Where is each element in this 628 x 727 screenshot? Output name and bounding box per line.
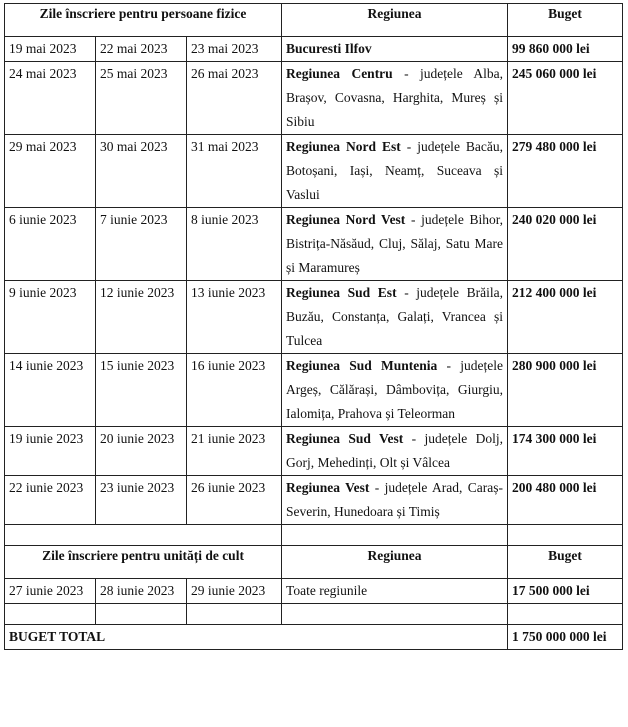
cult-days-header: Zile înscriere pentru unități de cult [5,546,282,579]
table-row [5,135,623,208]
region-counties: - județele Bihor, Bistrița-Năsăud, Cluj, Sălaj, Satu Mare și Maramureș [286,212,504,275]
day-1: 9 iunie 2023 [5,281,96,354]
region-name: Regiunea Centru [286,66,393,81]
day-3: 8 iunie 2023 [187,208,282,281]
total-budget: 1 750 000 000 lei [508,625,623,650]
table-row [5,476,623,525]
region-header: Regiunea [282,4,508,37]
region-counties: - județele Bacău, Botoșani, Iași, Neamț, Suceava și Vaslui [286,139,504,202]
day-3: 31 mai 2023 [187,135,282,208]
table-row [5,579,623,604]
spacer-cell [5,604,96,625]
spacer-row [5,525,623,546]
total-label: BUGET TOTAL [5,625,508,650]
budget-cell: 200 480 000 lei [508,476,623,525]
day-2: 28 iunie 2023 [96,579,187,604]
region-cell [282,281,508,354]
day-3: 26 iunie 2023 [187,476,282,525]
region-cell: Toate regiunile [282,579,508,604]
day-2: 23 iunie 2023 [96,476,187,525]
day-2: 22 mai 2023 [96,37,187,62]
budget-cell: 17 500 000 lei [508,579,623,604]
table-row [5,62,623,135]
table-row [5,354,623,427]
region-cell [282,62,508,135]
budget-cell: 279 480 000 lei [508,135,623,208]
region-counties: - județele Brăila, Buzău, Constanța, Galați, Vrancea și Tulcea [286,285,504,348]
region-counties: - județele Argeș, Călărași, Dâmbovița, Giurgiu, Ialomița, Prahova și Teleorman [286,358,504,421]
region-name: Bucuresti Ilfov [286,41,372,56]
region-counties: - județele Arad, Caraș-Severin, Hunedoara și Timiș [286,480,504,519]
header-row-cult [5,546,623,579]
day-3: 26 mai 2023 [187,62,282,135]
region-cell [282,354,508,427]
region-cell [282,37,508,62]
spacer-row [5,604,623,625]
day-1: 14 iunie 2023 [5,354,96,427]
cult-region-header: Regiunea [282,546,508,579]
total-row [5,625,623,650]
day-1: 22 iunie 2023 [5,476,96,525]
region-name: Regiunea Sud Est [286,285,397,300]
region-cell [282,476,508,525]
region-cell [282,427,508,476]
day-2: 30 mai 2023 [96,135,187,208]
day-1: 29 mai 2023 [5,135,96,208]
budget-header: Buget [508,4,623,37]
budget-cell: 245 060 000 lei [508,62,623,135]
cult-budget-header: Buget [508,546,623,579]
region-name: Regiunea Vest [286,480,370,495]
region-name: Regiunea Nord Est [286,139,401,154]
spacer-cell [508,604,623,625]
day-3: 23 mai 2023 [187,37,282,62]
table-row [5,281,623,354]
region-name: Regiunea Nord Vest [286,212,406,227]
spacer-cell [282,525,508,546]
region-counties: - județele Alba, Brașov, Covasna, Harghita, Mureș și Sibiu [286,66,504,129]
region-name: Regiunea Sud Vest [286,431,404,446]
region-cell [282,135,508,208]
day-3: 29 iunie 2023 [187,579,282,604]
day-3: 16 iunie 2023 [187,354,282,427]
table-row [5,37,623,62]
spacer-cell [282,604,508,625]
day-2: 7 iunie 2023 [96,208,187,281]
region-name: Regiunea Sud Muntenia [286,358,438,373]
table-row [5,427,623,476]
day-2: 15 iunie 2023 [96,354,187,427]
day-2: 25 mai 2023 [96,62,187,135]
budget-cell: 99 860 000 lei [508,37,623,62]
budget-schedule-table [4,3,623,650]
spacer-cell [5,525,282,546]
day-1: 19 mai 2023 [5,37,96,62]
spacer-cell [96,604,187,625]
table-row [5,208,623,281]
spacer-cell [187,604,282,625]
budget-cell: 240 020 000 lei [508,208,623,281]
day-3: 21 iunie 2023 [187,427,282,476]
day-1: 19 iunie 2023 [5,427,96,476]
day-3: 13 iunie 2023 [187,281,282,354]
days-header: Zile înscriere pentru persoane fizice [5,4,282,37]
day-1: 6 iunie 2023 [5,208,96,281]
region-cell [282,208,508,281]
region-counties: - județele Dolj, Gorj, Mehedinți, Olt și Vâlcea [286,431,504,470]
day-1: 27 iunie 2023 [5,579,96,604]
spacer-cell [508,525,623,546]
day-1: 24 mai 2023 [5,62,96,135]
day-2: 20 iunie 2023 [96,427,187,476]
budget-cell: 212 400 000 lei [508,281,623,354]
day-2: 12 iunie 2023 [96,281,187,354]
budget-cell: 174 300 000 lei [508,427,623,476]
budget-cell: 280 900 000 lei [508,354,623,427]
header-row-individuals [5,4,623,37]
